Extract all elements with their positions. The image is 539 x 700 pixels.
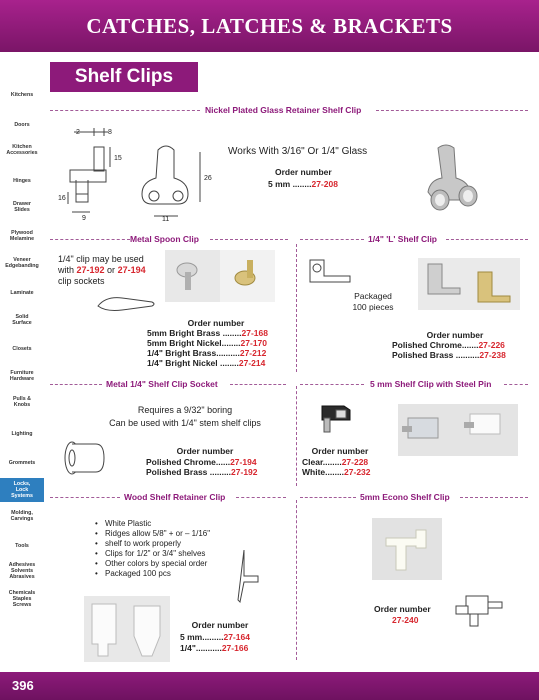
- steelpin-photo: [398, 404, 518, 456]
- lclip-order-row-2: Polished Brass ..........27-238: [392, 350, 506, 360]
- svg-text:9: 9: [82, 215, 86, 222]
- steelpin-order-row-2: White........27-232: [302, 467, 371, 477]
- socket-drawing: [62, 438, 112, 482]
- lclip-drawing: [304, 256, 354, 286]
- sidebar-item-drawer-slides[interactable]: Drawer Slides: [13, 201, 31, 213]
- spoon-desc-1: 1/4" clip may be used: [58, 254, 144, 264]
- wood-feature: • shelf to work properly: [95, 539, 210, 549]
- page-number: 396: [12, 678, 34, 693]
- wood-feature: • Other colors by special order: [95, 559, 210, 569]
- divider: [296, 386, 297, 486]
- divider: [296, 244, 297, 372]
- sidebar-item-doors[interactable]: Doors: [14, 122, 30, 128]
- spoon-order-row-1: 5mm Bright Brass ........27-168: [147, 328, 268, 338]
- econo-order-code: 27-240: [392, 615, 419, 625]
- spoon-header: Metal Spoon Clip: [130, 234, 199, 244]
- steelpin-order-label: Order number: [311, 446, 369, 456]
- wood-order-row-1: 5 mm.........27-164: [180, 632, 250, 642]
- econo-clip-photo: [372, 518, 442, 580]
- spoon-order-row-3: 1/4" Bright Brass..........27-212: [147, 348, 267, 358]
- socket-desc-2: Can be used with 1/4" stem shelf clips: [109, 418, 261, 428]
- wood-feature: • Clips for 1/2" or 3/4" shelves: [95, 549, 210, 559]
- steelpin-drawing: [318, 396, 358, 436]
- wood-feature: • Packaged 100 pcs: [95, 569, 210, 579]
- sidebar-item-lighting[interactable]: Lighting: [11, 431, 33, 437]
- svg-text:8: 8: [108, 129, 112, 136]
- socket-header: Metal 1/4" Shelf Clip Socket: [106, 379, 218, 389]
- steelpin-order-row-1: Clear........27-228: [302, 457, 369, 467]
- wood-header: Wood Shelf Retainer Clip: [124, 492, 226, 502]
- divider: [296, 500, 297, 660]
- divider: [446, 239, 528, 240]
- footer-bar: [0, 672, 539, 700]
- divider: [50, 497, 120, 498]
- lclip-packaged-1: Packaged: [354, 291, 392, 301]
- steelpin-header: 5 mm Shelf Clip with Steel Pin: [370, 379, 492, 389]
- sidebar-item-locks-active[interactable]: Locks, Lock Systems: [0, 478, 44, 502]
- spoon-order-row-2: 5mm Bright Nickel........27-170: [147, 338, 267, 348]
- wood-feature-list: [95, 519, 210, 579]
- sidebar-item-solid-surface[interactable]: Solid Surface: [12, 314, 32, 326]
- divider: [236, 497, 286, 498]
- socket-desc-1: Requires a 9/32" boring: [137, 405, 233, 415]
- nickel-order-row: 5 mm ........27-208: [268, 179, 338, 189]
- page-banner: [0, 0, 539, 52]
- sidebar-item-closets[interactable]: Closets: [12, 346, 32, 352]
- sidebar-item-molding-carvings[interactable]: Molding, Carvings: [10, 510, 34, 522]
- svg-text:16: 16: [58, 195, 66, 202]
- socket-order-label: Order number: [176, 446, 234, 456]
- sidebar-item-laminate[interactable]: Laminate: [10, 290, 34, 296]
- spoon-order-row-4: 1/4" Bright Nickel ........27-214: [147, 358, 266, 368]
- socket-order-row-2: Polished Brass .........27-192: [146, 467, 258, 477]
- spoon-desc-2: with 27-192 or 27-194: [58, 265, 146, 275]
- spoon-desc-3: clip sockets: [58, 276, 105, 286]
- sidebar-item-adhesives[interactable]: Adhesives Solvents Abrasives: [8, 562, 36, 580]
- banner-title: CATCHES, LATCHES & BRACKETS: [86, 14, 453, 38]
- spoon-clip-photo: [165, 250, 275, 302]
- svg-text:2: 2: [76, 129, 80, 136]
- wood-feature: • White Plastic: [95, 519, 210, 529]
- lclip-order-label: Order number: [426, 330, 484, 340]
- svg-text:15: 15: [114, 155, 122, 162]
- sidebar-item-kitchens[interactable]: Kitchens: [10, 92, 34, 98]
- sidebar-item-kitchen-accessories[interactable]: Kitchen Accessories: [6, 144, 38, 156]
- svg-text:26: 26: [204, 175, 212, 182]
- econo-header: 5mm Econo Shelf Clip: [360, 492, 450, 502]
- divider: [376, 110, 528, 111]
- sidebar-item-chemicals[interactable]: Chemicals Staples Screws: [8, 590, 36, 608]
- sidebar-item-pulls-knobs[interactable]: Pulls & Knobs: [13, 396, 31, 408]
- divider: [50, 384, 102, 385]
- nickel-works-with: Works With 3/16" Or 1/4" Glass: [228, 146, 368, 157]
- divider: [300, 384, 364, 385]
- nickel-clip-diagram: [50, 122, 225, 222]
- wood-feature: • Ridges allow 5/8" + or – 1/16": [95, 529, 210, 539]
- lclip-order-row-1: Polished Chrome.......27-226: [392, 340, 505, 350]
- econo-clip-drawing: [452, 592, 506, 630]
- wood-order-row-2: 1/4"...........27-166: [180, 643, 249, 653]
- spoon-clip-drawing: [96, 294, 158, 316]
- divider: [300, 239, 364, 240]
- divider: [50, 110, 200, 111]
- divider: [300, 497, 356, 498]
- divider: [504, 384, 528, 385]
- section-title: Shelf Clips: [50, 62, 198, 92]
- wood-order-label: Order number: [191, 620, 249, 630]
- sidebar-item-hinges[interactable]: Hinges: [13, 178, 31, 184]
- sidebar-item-tools[interactable]: Tools: [15, 543, 29, 549]
- svg-text:11: 11: [162, 216, 170, 222]
- divider: [210, 239, 288, 240]
- lclip-packaged-2: 100 pieces: [352, 302, 394, 312]
- lclip-header: 1/4" 'L' Shelf Clip: [368, 234, 438, 244]
- sidebar-item-veneer-edgebanding[interactable]: Veneer Edgebanding: [5, 257, 39, 269]
- sidebar-item-plywood-melamine[interactable]: Plywood Melamine: [9, 230, 35, 242]
- nickel-clip-photo: [418, 140, 498, 220]
- nickel-header: Nickel Plated Glass Retainer Shelf Clip: [205, 105, 362, 115]
- spoon-order-label: Order number: [187, 318, 245, 328]
- nickel-order-label: Order number: [275, 167, 332, 177]
- socket-order-row-1: Polished Chrome......27-194: [146, 457, 257, 467]
- divider: [460, 497, 528, 498]
- divider: [50, 239, 130, 240]
- wood-clip-drawing: [230, 548, 264, 606]
- wood-clip-photo: [84, 596, 170, 662]
- lclip-photo: [418, 258, 520, 310]
- sidebar-item-grommets[interactable]: Grommets: [8, 460, 36, 466]
- sidebar-item-furniture-hardware[interactable]: Furniture Hardware: [9, 370, 35, 382]
- econo-order-label: Order number: [374, 604, 431, 614]
- divider: [230, 384, 286, 385]
